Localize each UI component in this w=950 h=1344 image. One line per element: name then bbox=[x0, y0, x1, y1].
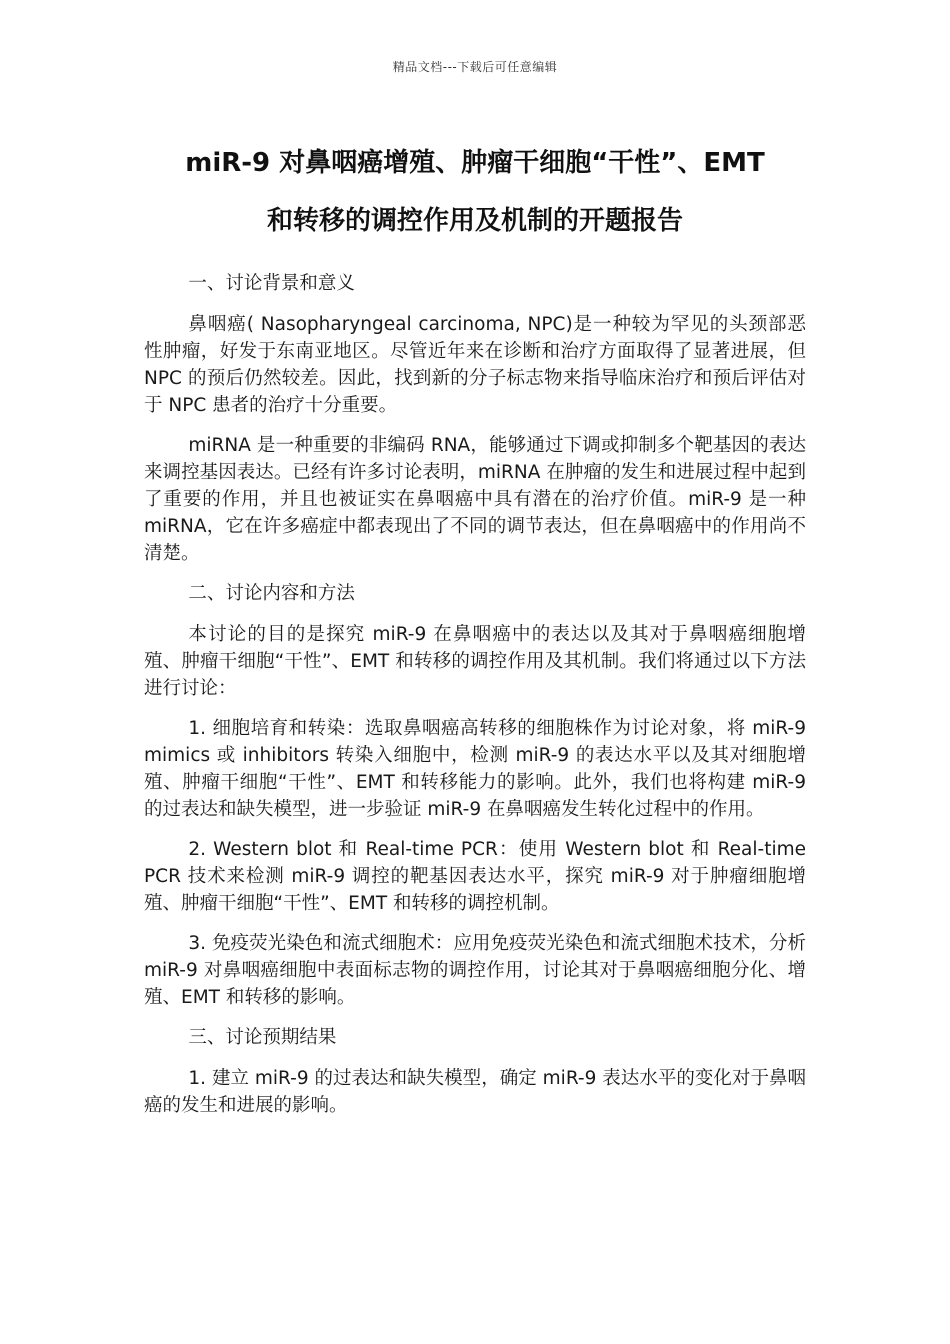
paragraph-method-3: 3. 免疫荧光染色和流式细胞术：应用免疫荧光染色和流式细胞术技术，分析 miR-9 对鼻咽癌细胞中表面标志物的调控作用，讨论其对于鼻咽癌细胞分化、增殖、EMT 和转移的影响。 bbox=[144, 933, 806, 1008]
document-title bbox=[120, 134, 830, 250]
header-note: 精品文档---下载后可任意编辑 bbox=[392, 60, 558, 74]
paragraph-method-2: 2. Western blot 和 Real-time PCR：使用 Western blot 和 Real-time PCR 技术来检测 miR-9 调控的靶基因表达水平，探究 miR-9 对于肿瘤细胞增殖、肿瘤干细胞“干性”、EMT 和转移的调控机制。 bbox=[144, 839, 806, 914]
paragraph-result-1: 1. 建立 miR-9 的过表达和缺失模型，确定 miR-9 表达水平的变化对于鼻咽癌的发生和进展的影响。 bbox=[144, 1068, 806, 1116]
paragraph-method-1: 1. 细胞培育和转染：选取鼻咽癌高转移的细胞株作为讨论对象，将 miR-9 mimics 或 inhibitors 转染入细胞中，检测 miR-9 的表达水平以及其对细胞增殖、肿瘤干细胞“干性”、EMT 和转移能力的影响。此外，我们也将构建 miR-9 的过表达和缺失模型，进一步验证 miR-9 在鼻咽癌发生转化过程中的作用。 bbox=[144, 718, 806, 820]
paragraph-study-aim: 本讨论的目的是探究 miR-9 在鼻咽癌中的表达以及其对于鼻咽癌细胞增殖、肿瘤干细胞“干性”、EMT 和转移的调控作用及其机制。我们将通过以下方法进行讨论： bbox=[144, 624, 806, 699]
section-heading-methods: 二、讨论内容和方法 bbox=[188, 583, 355, 604]
paragraph-mirna-intro: miRNA 是一种重要的非编码 RNA，能够通过下调或抑制多个靶基因的表达来调控基因表达。已经有许多讨论表明，miRNA 在肿瘤的发生和进展过程中起到了重要的作用，并且也被证实在鼻咽癌中具有潜在的治疗价值。miR-9 是一种 miRNA，它在许多癌症中都表现出了不同的调节表达，但在鼻咽癌中的作用尚不清楚。 bbox=[144, 435, 806, 564]
document-body bbox=[144, 270, 806, 1132]
section-heading-background: 一、讨论背景和意义 bbox=[188, 273, 355, 294]
section-heading-results: 三、讨论预期结果 bbox=[188, 1027, 337, 1048]
title-line-1: miR-9 对鼻咽癌增殖、肿瘤干细胞“干性”、EMT bbox=[185, 148, 765, 178]
title-line-2: 和转移的调控作用及机制的开题报告 bbox=[266, 206, 683, 236]
paragraph-npc-intro: 鼻咽癌( Nasopharyngeal carcinoma, NPC)是一种较为罕见的头颈部恶性肿瘤，好发于东南亚地区。尽管近年来在诊断和治疗方面取得了显著进展，但 NPC 的预后仍然较差。因此，找到新的分子标志物来指导临床治疗和预后评估对于 NPC 患者的治疗十分重要。 bbox=[144, 314, 806, 416]
